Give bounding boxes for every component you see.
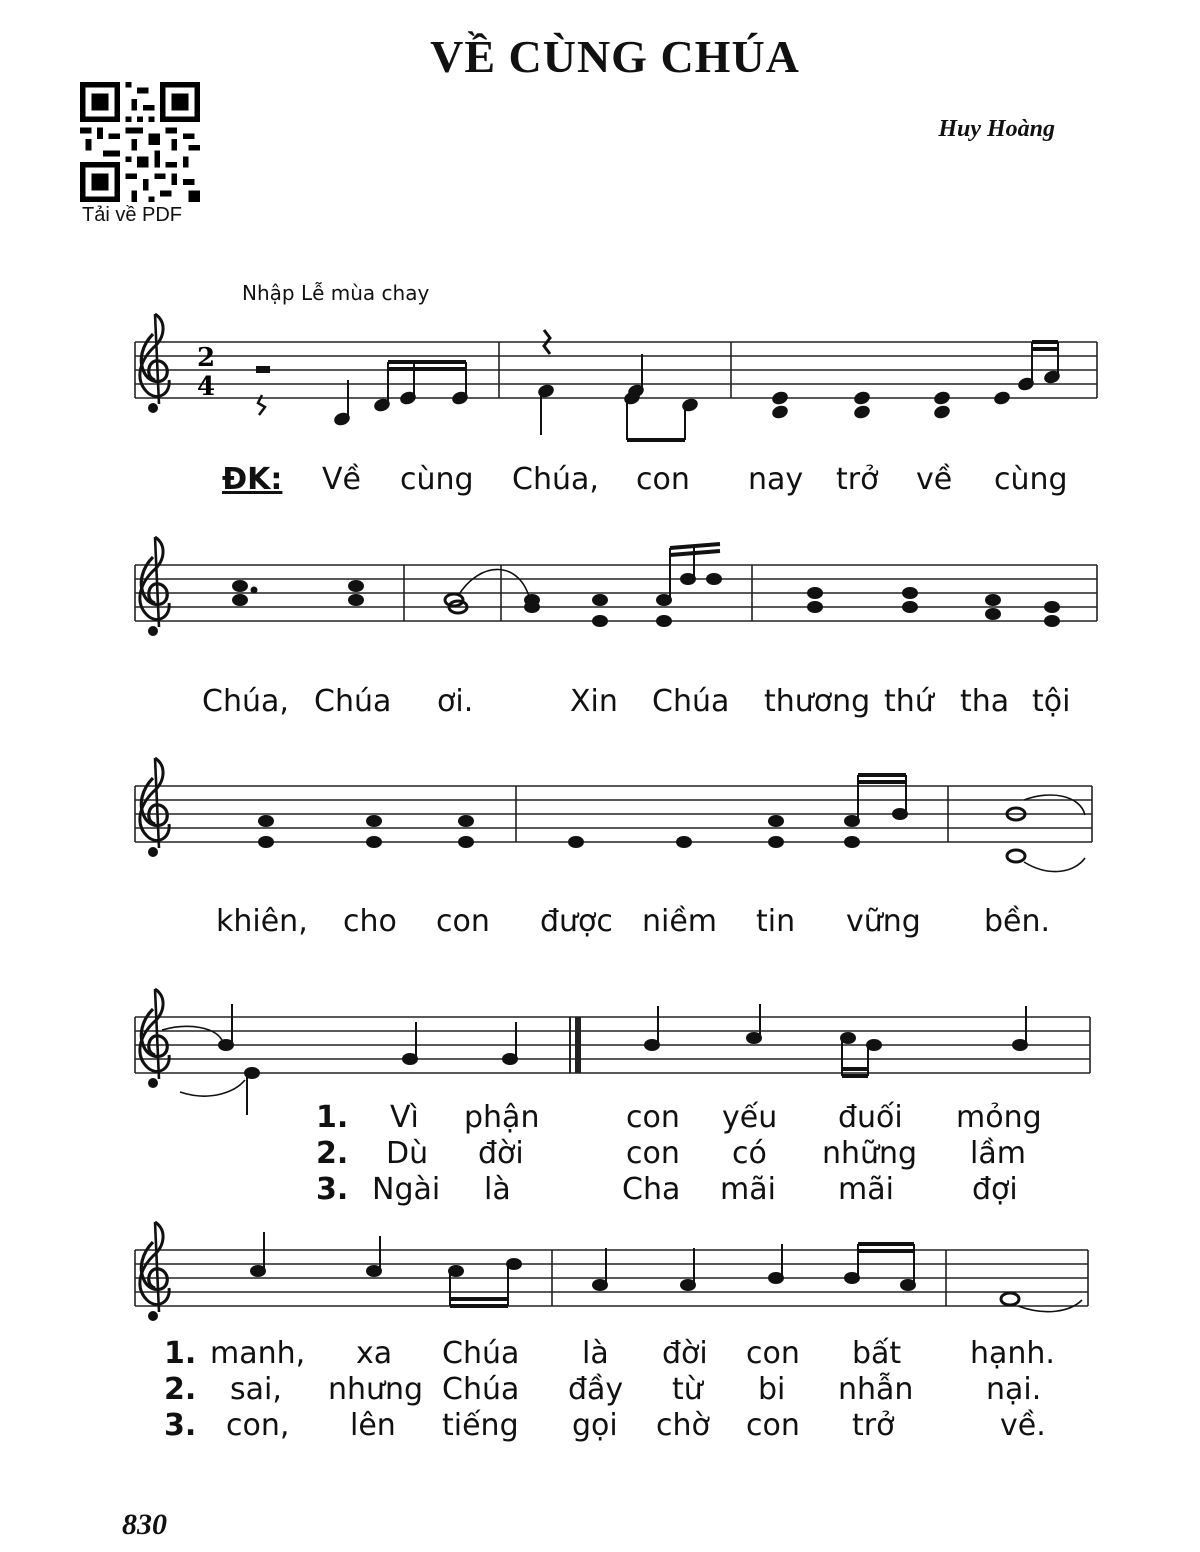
staff-system-5 [135, 1222, 1088, 1321]
lyric-word: Chúa [314, 684, 392, 719]
lyric-word: từ [672, 1372, 703, 1407]
lyric-word: đầy [568, 1372, 624, 1407]
lyric-word: mãi [720, 1172, 776, 1207]
lyric-word: cùng [400, 462, 474, 497]
lyric-word: con [626, 1136, 680, 1171]
lyric-word: nhưng [328, 1372, 424, 1407]
lyric-word: gọi [572, 1408, 618, 1443]
lyric-word: tiếng [442, 1408, 519, 1443]
lyric-word: phận [464, 1100, 540, 1135]
lyric-word: Chúa [652, 684, 730, 719]
lyric-word: con [626, 1100, 680, 1135]
lyric-word: bất [852, 1336, 902, 1371]
lyric-word: Cha [622, 1172, 681, 1207]
lyric-word: tội [1032, 684, 1071, 719]
staff-system-1 [135, 314, 1097, 440]
page-number: 830 [122, 1508, 167, 1541]
verse-number: 3. [164, 1408, 197, 1443]
lyric-word: Ngài [372, 1172, 441, 1207]
lyric-word: tin [756, 904, 796, 939]
lyric-word: Về [322, 462, 361, 497]
lyric-word: đời [478, 1136, 524, 1171]
lyric-word: Chúa, [512, 462, 599, 497]
lyric-word: có [732, 1136, 767, 1171]
lyric-word: thứ [884, 684, 934, 719]
lyric-word: nhẫn [838, 1372, 914, 1407]
lyric-word: bền. [984, 904, 1051, 939]
lyric-word: khiên, [216, 904, 308, 939]
lyric-word: Chúa, [202, 684, 289, 719]
lyric-word: con [746, 1408, 800, 1443]
lyric-word: cùng [994, 462, 1068, 497]
lyric-word: đời [662, 1336, 708, 1371]
lyric-word: yếu [722, 1100, 778, 1135]
lyric-word: Dù [386, 1136, 429, 1171]
lyric-word: nay [748, 462, 804, 497]
song-title: VỀ CÙNG CHÚA [430, 31, 800, 82]
lyric-word: Vì [390, 1100, 419, 1135]
lyric-word: cho [343, 904, 397, 939]
lyric-word: con [436, 904, 490, 939]
lyric-word: Xin [570, 684, 618, 719]
lyric-word: mỏng [956, 1100, 1042, 1135]
lyric-word: những [822, 1136, 918, 1171]
lyric-word: chờ [656, 1408, 710, 1443]
lyric-word: con [636, 462, 690, 497]
lyric-word: nại. [986, 1372, 1042, 1407]
lyric-word: manh, [210, 1336, 306, 1371]
lyric-word: trở [836, 462, 879, 497]
lyric-word: con [746, 1336, 800, 1371]
lyric-word: hạnh. [970, 1336, 1055, 1371]
lyric-word: được [540, 904, 613, 939]
lyric-word: đuối [838, 1100, 903, 1135]
time-sig-bottom: 4 [197, 372, 216, 402]
lyric-word: là [582, 1336, 609, 1371]
verse-number: 1. [316, 1100, 349, 1135]
lyric-word: lên [350, 1408, 396, 1443]
lyric-word: xa [356, 1336, 393, 1371]
lyric-word: là [484, 1172, 511, 1207]
composer-name: Huy Hoàng [938, 116, 1055, 142]
lyric-word: tha [960, 684, 1010, 719]
verse-number: 2. [316, 1136, 349, 1171]
refrain-label: ĐK: [222, 462, 283, 497]
download-pdf-link[interactable]: Tải về PDF [82, 204, 183, 226]
staff-system-4 [135, 989, 1090, 1115]
staff-system-2 [135, 537, 1097, 636]
verse-number: 1. [164, 1336, 197, 1371]
time-sig-top: 2 [197, 343, 216, 373]
lyric-word: niềm [642, 904, 718, 939]
lyric-word: về. [1000, 1408, 1046, 1443]
lyric-word: lầm [970, 1136, 1026, 1171]
lyric-word: ơi. [437, 684, 474, 719]
tempo-marking: Nhập Lễ mùa chay [242, 281, 430, 305]
lyric-word: bi [758, 1372, 786, 1407]
lyric-word: đợi [972, 1172, 1018, 1207]
lyric-word: về [916, 462, 953, 497]
lyric-word: Chúa [442, 1372, 520, 1407]
staff-system-3 [135, 758, 1092, 872]
lyric-word: Chúa [442, 1336, 520, 1371]
verse-number: 2. [164, 1372, 197, 1407]
lyric-word: thương [764, 684, 871, 719]
lyric-word: con, [226, 1408, 290, 1443]
lyric-word: mãi [838, 1172, 894, 1207]
lyric-word: sai, [230, 1372, 282, 1407]
lyric-word: vững [846, 904, 921, 939]
verse-number: 3. [316, 1172, 349, 1207]
lyric-word: trở [852, 1408, 895, 1443]
